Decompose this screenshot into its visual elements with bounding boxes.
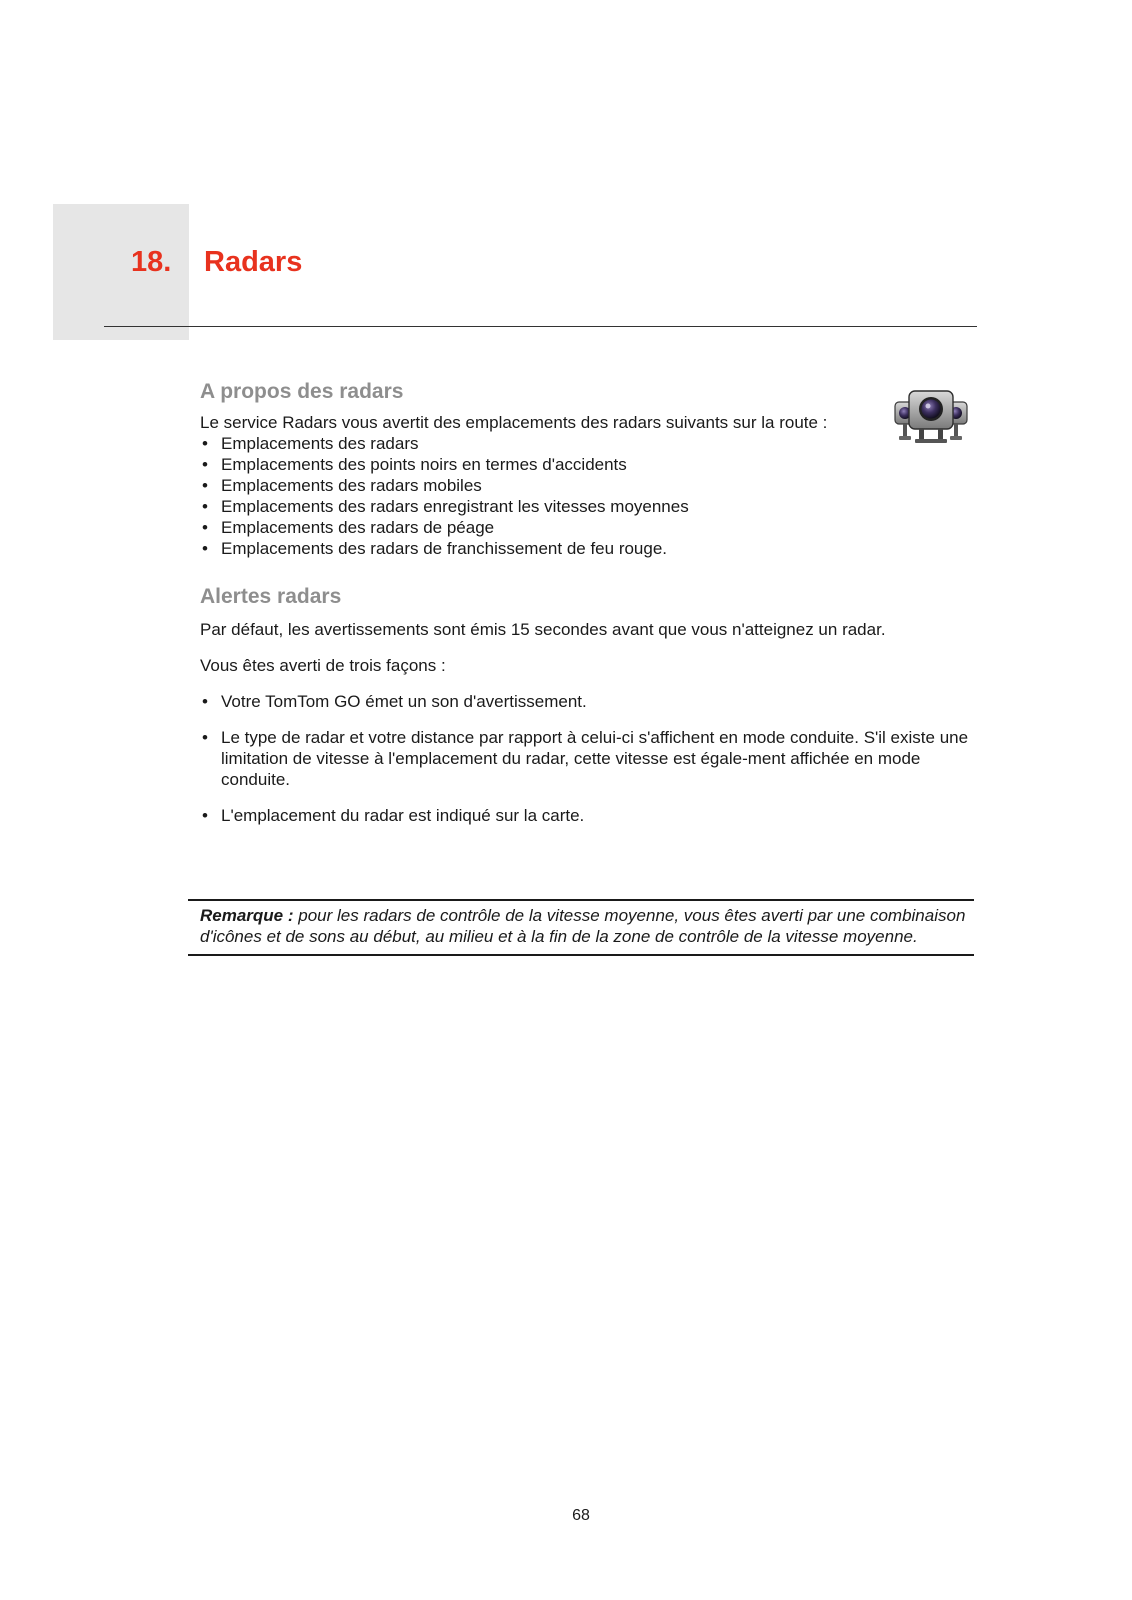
camera-types-list: [200, 433, 976, 559]
note-label: Remarque :: [200, 906, 294, 925]
list-item: • Emplacements des radars de péage: [200, 517, 976, 538]
list-item: • Emplacements des radars de franchissement de feu rouge.: [200, 538, 976, 559]
list-item: • L'emplacement du radar est indiqué sur la carte.: [200, 805, 976, 826]
intro-paragraph: Le service Radars vous avertit des emplacements des radars suivants sur la route :: [200, 413, 828, 432]
main-content: [200, 380, 976, 841]
page-number: 68: [572, 1507, 590, 1524]
alert-methods-list: [200, 691, 976, 826]
chapter-title: Radars: [204, 246, 303, 278]
list-item: • Emplacements des radars mobiles: [200, 475, 976, 496]
chapter-divider: [104, 326, 977, 327]
note-box: [188, 899, 974, 956]
chapter-number: 18.: [131, 246, 172, 278]
section-heading-about: A propos des radars: [200, 380, 404, 403]
list-item: • Emplacements des radars: [200, 433, 976, 454]
list-item: • Votre TomTom GO émet un son d'avertissement.: [200, 691, 976, 712]
section-heading-alerts: Alertes radars: [200, 585, 342, 608]
note-text: pour les radars de contrôle de la vitesse moyenne, vous êtes averti par une combinaison d'icônes et de sons au début, au milieu et à la fin de la zone de contrôle de la vitesse moyenne.: [200, 906, 966, 946]
list-item: • Le type de radar et votre distance par rapport à celui-ci s'affichent en mode conduite. S'il existe une limitation de vitesse à l'emplacement du radar, cette vitesse est égale-ment affichée en mode conduite.: [200, 727, 976, 790]
alerts-paragraph: Par défaut, les avertissements sont émis 15 secondes avant que vous n'atteignez un radar.: [200, 620, 886, 639]
alerts-methods-intro: Vous êtes averti de trois façons :: [200, 656, 446, 675]
list-item: • Emplacements des points noirs en termes d'accidents: [200, 454, 976, 475]
list-item: • Emplacements des radars enregistrant les vitesses moyennes: [200, 496, 976, 517]
